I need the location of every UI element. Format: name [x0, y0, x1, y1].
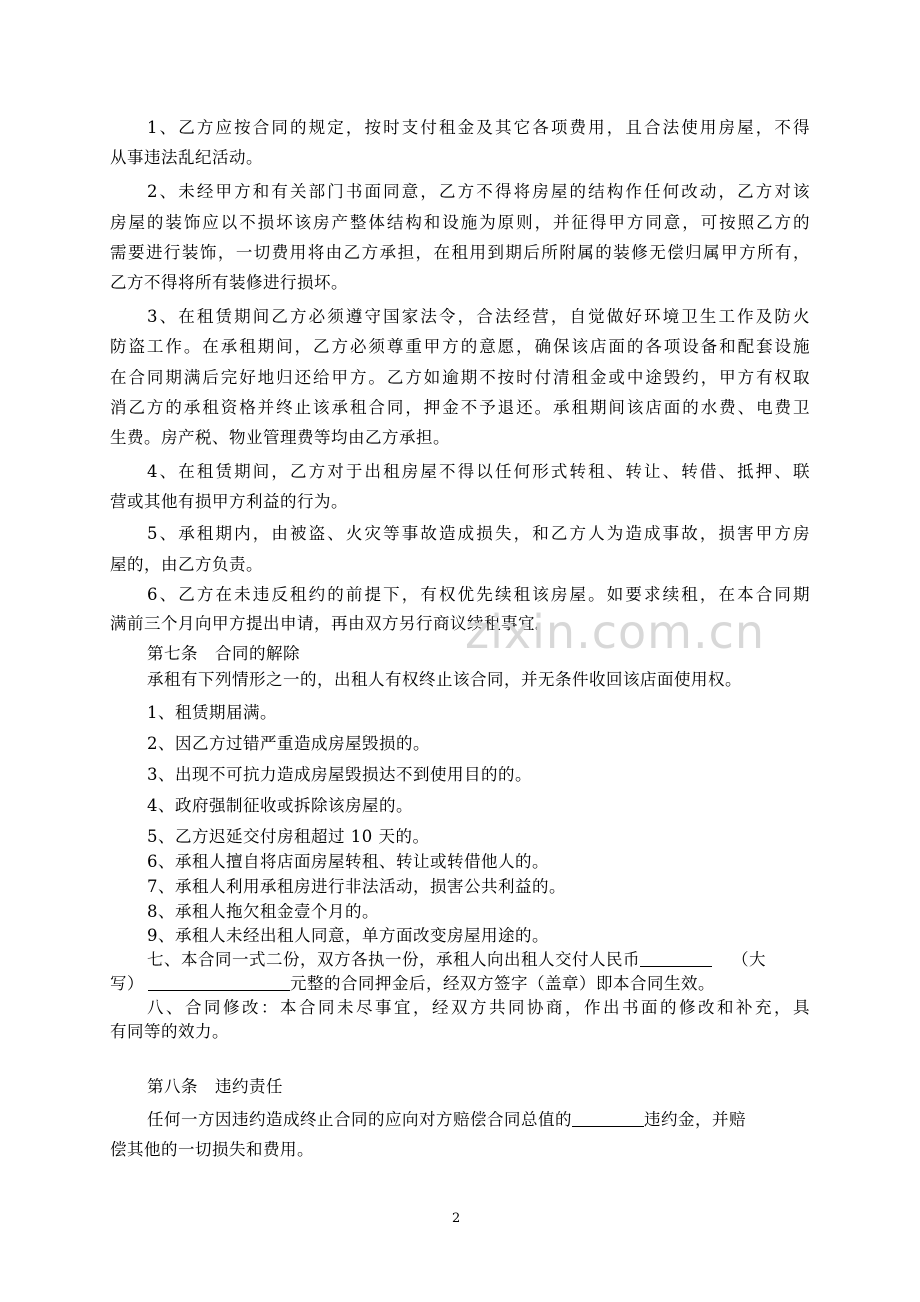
- deposit-capital-blank: [148, 974, 290, 991]
- clause-4-line-2: 营或其他有损甲方利益的行为。: [110, 492, 348, 511]
- clause-5-line-1: 5、承租期内，由被盗、火灾等事故造成损失，和乙方人为造成事故，损害甲方房: [147, 524, 810, 543]
- clause-1-line-1: 1、乙方应按合同的规定，按时支付租金及其它各项费用，且合法使用房屋，不得: [147, 118, 810, 137]
- clause-7-text-c: 写）: [110, 974, 144, 993]
- clause-2-line-3: 需要进行装饰，一切费用将由乙方承担，在租用到期后所附属的装修无偿归属甲方所有，: [110, 243, 810, 262]
- penalty-blank: [572, 1110, 644, 1127]
- clause-2-line-2: 房屋的装饰应以不损坏该房产整体结构和设施为原则，并征得甲方同意，可按照乙方的: [110, 213, 810, 232]
- clause-8-line-2: 有同等的效力。: [110, 1022, 229, 1041]
- termination-item: 3、出现不可抗力造成房屋毁损达不到使用目的的。: [147, 765, 532, 784]
- termination-item: 9、承租人未经出租人同意，单方面改变房屋用途的。: [147, 926, 549, 945]
- clause-3-line-2: 防盗工作。在承租期间，乙方必须尊重甲方的意愿，确保该店面的各项设备和配套设施: [110, 337, 810, 356]
- clause-7-text-d: 元整的合同押金后，经双方签字（盖章）即本合同生效。: [290, 974, 715, 993]
- article-7-heading: 第七条 合同的解除: [147, 644, 300, 663]
- page-number: 2: [452, 1211, 461, 1226]
- clause-3-line-1: 3、在租赁期间乙方必须遵守国家法令，合法经营，自觉做好环境卫生工作及防火: [147, 307, 810, 326]
- clause-3-line-4: 消乙方的承租资格并终止该承租合同，押金不予退还。承租期间该店面的水费、电费卫: [110, 398, 810, 417]
- clause-3-line-5: 生费。房产税、物业管理费等均由乙方承担。: [110, 428, 450, 447]
- deposit-rmb-blank: [640, 950, 712, 967]
- termination-item: 8、承租人拖欠租金壹个月的。: [147, 902, 379, 921]
- termination-item: 7、承租人利用承租房进行非法活动，损害公共利益的。: [147, 877, 566, 896]
- termination-item: 5、乙方迟延交付房租超过 10 天的。: [147, 827, 430, 846]
- clause-8-line-1: 八、合同修改：本合同未尽事宜，经双方共同协商，作出书面的修改和补充，具: [147, 998, 810, 1017]
- article-8-heading: 第八条 违约责任: [147, 1077, 283, 1096]
- clause-6-line-2: 满前三个月向甲方提出申请，再由双方另行商议续租事宜。: [110, 614, 552, 633]
- article-8-text-a: 任何一方因违约造成终止合同的应向对方赔偿合同总值的: [147, 1110, 572, 1129]
- termination-item: 1、租赁期届满。: [147, 703, 277, 722]
- clause-4-line-1: 4、在租赁期间，乙方对于出租房屋不得以任何形式转租、转让、转借、抵押、联: [147, 462, 810, 481]
- clause-7-text-b: （大: [732, 950, 766, 969]
- watermark: zixin.com.cn: [465, 605, 766, 659]
- clause-2-line-1: 2、未经甲方和有关部门书面同意，乙方不得将房屋的结构作任何改动，乙方对该: [147, 182, 810, 201]
- termination-item: 2、因乙方过错严重造成房屋毁损的。: [147, 734, 430, 753]
- termination-item: 4、政府强制征收或拆除该房屋的。: [147, 796, 413, 815]
- clause-5-line-2: 屋的，由乙方负责。: [110, 555, 263, 574]
- article-7-intro: 承租有下列情形之一的，出租人有权终止该合同，并无条件收回该店面使用权。: [147, 670, 742, 689]
- termination-item: 6、承租人擅自将店面房屋转租、转让或转借他人的。: [147, 852, 549, 871]
- clause-3-line-3: 在合同期满后完好地归还给甲方。乙方如逾期不按时付清租金或中途毁约，甲方有权取: [110, 368, 810, 387]
- article-8-text-b: 违约金，并赔: [644, 1110, 746, 1129]
- clause-7-line-1: [147, 950, 847, 970]
- clause-2-line-4: 乙方不得将所有装修进行损坏。: [110, 273, 348, 292]
- article-8-line-2: 偿其他的一切损失和费用。: [110, 1140, 314, 1159]
- clause-1-line-2: 从事违法乱纪活动。: [110, 148, 263, 167]
- clause-7-text-a: 七、本合同一式二份，双方各执一份，承租人向出租人交付人民币: [147, 950, 640, 969]
- clause-7-line-2: [110, 974, 810, 994]
- clause-6-line-1: 6、乙方在未违反租约的前提下，有权优先续租该房屋。如要求续租，在本合同期: [147, 585, 810, 604]
- article-8-line-1: [147, 1110, 847, 1130]
